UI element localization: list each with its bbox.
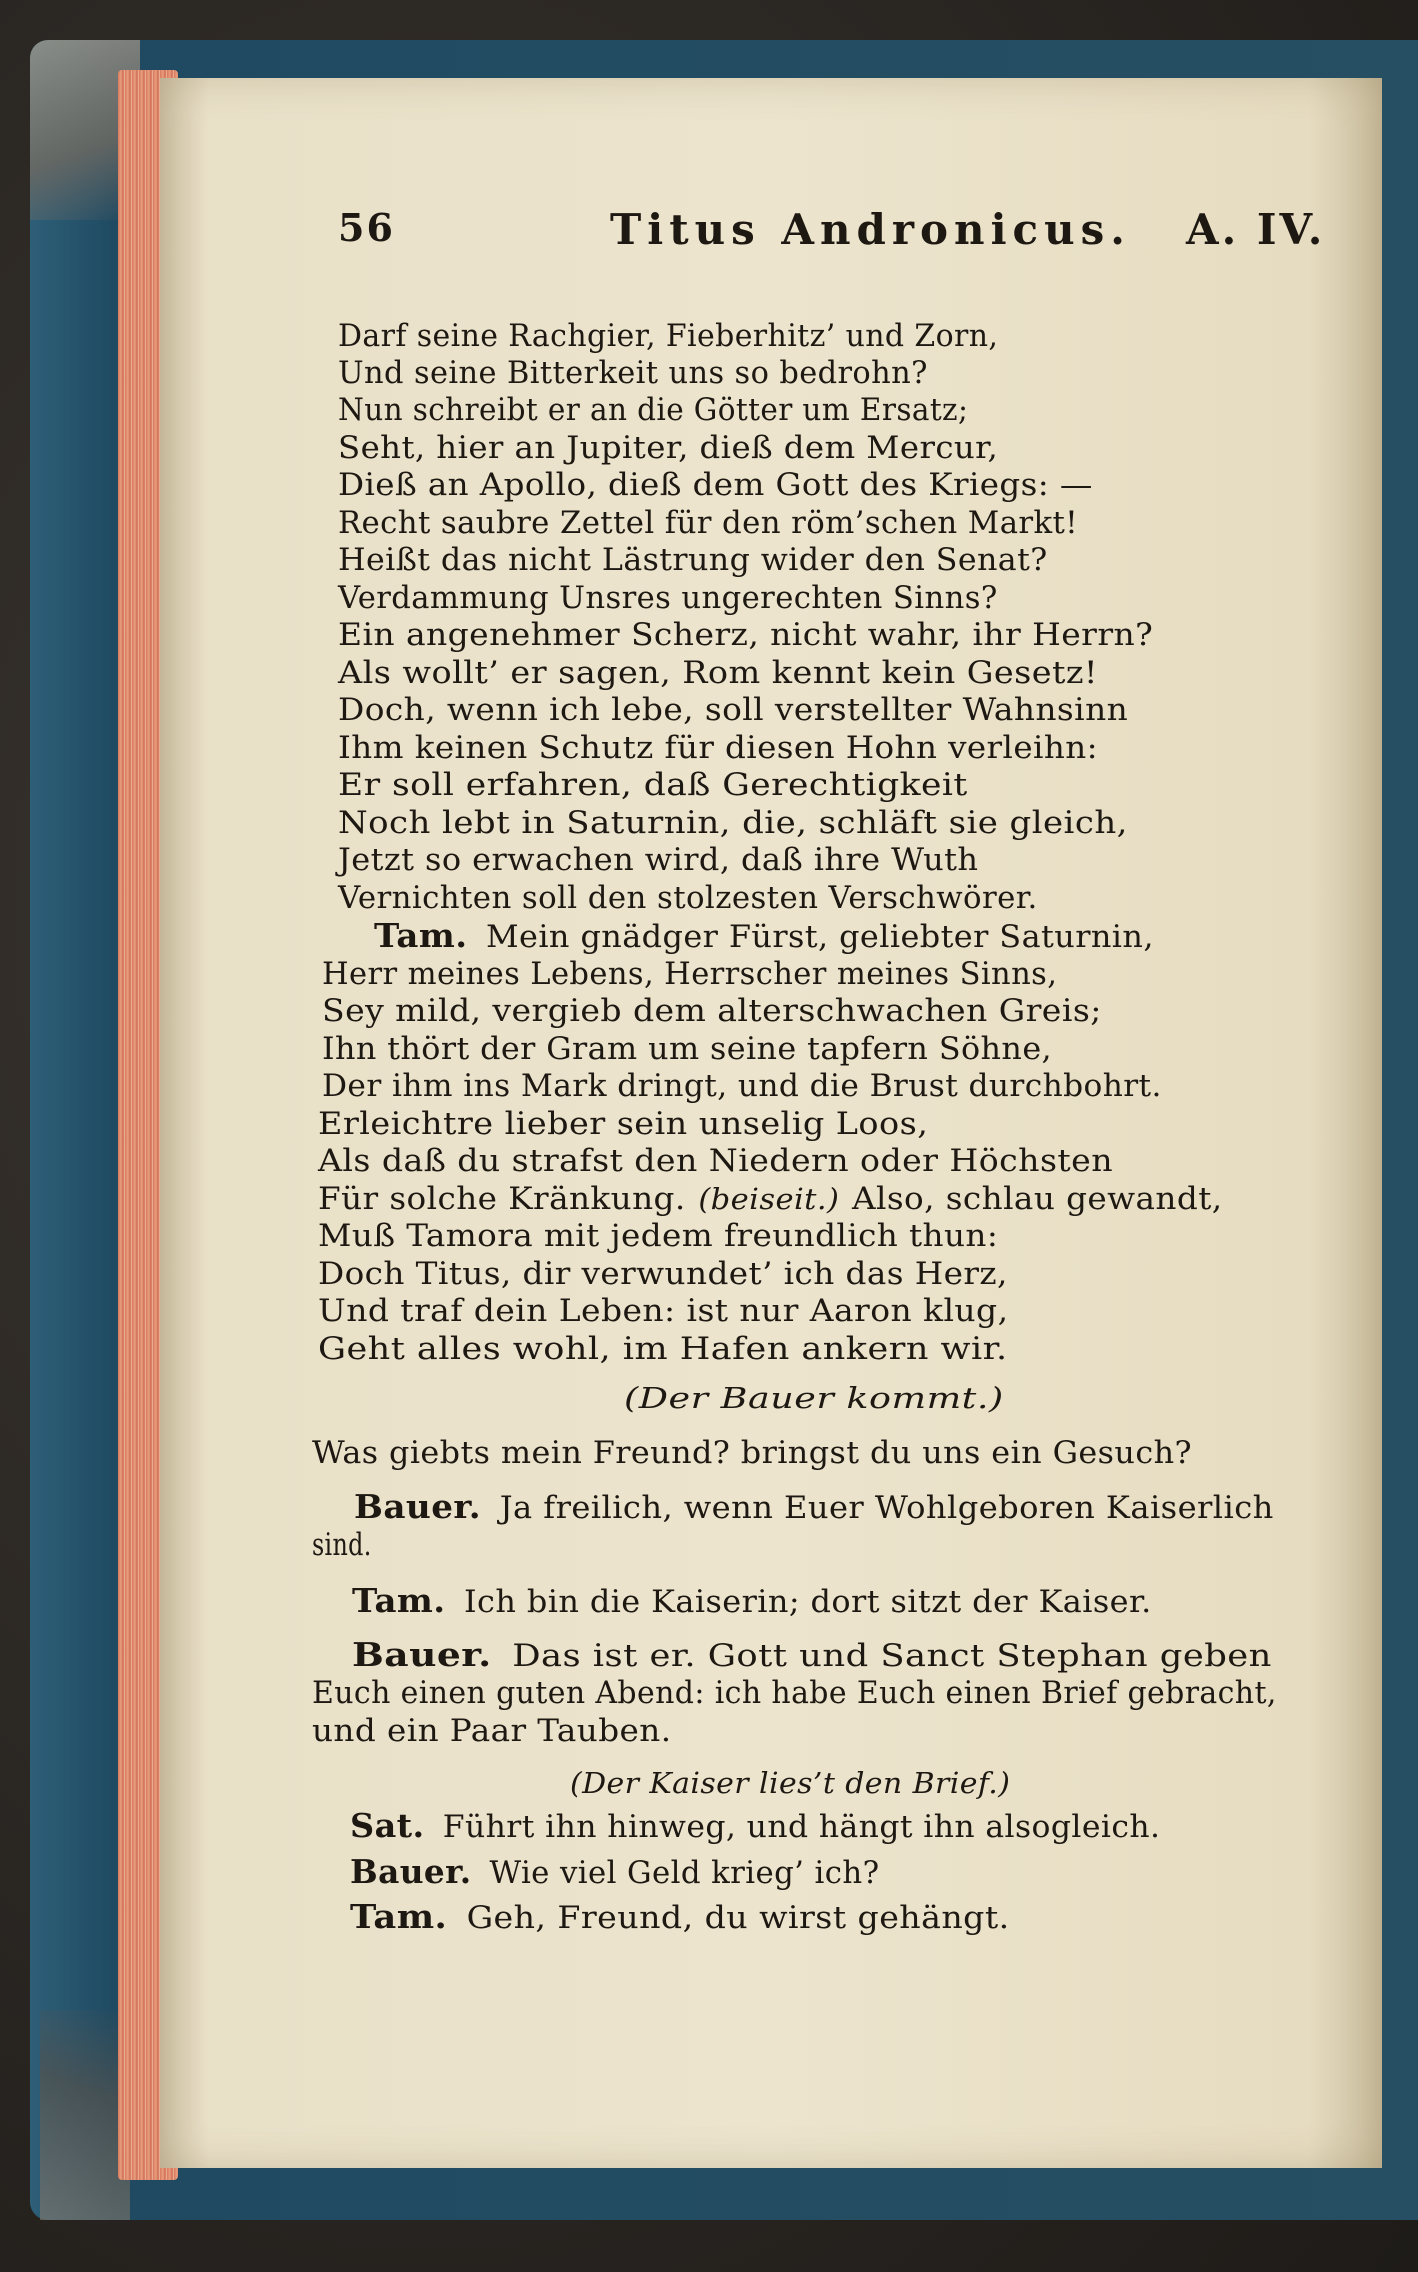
speaker-name: Bauer. [352,1635,492,1674]
text-line [338,730,1098,766]
text-line [338,767,968,803]
stage-direction-text: (Der Bauer kommt.) [624,1381,1004,1415]
text-line [312,1713,672,1749]
line-text: Jetzt so erwachen wird, daß ihre Wuth [338,842,979,878]
text-line [318,1106,928,1142]
line-text: Heißt das nicht Lästrung wider den Senat? [338,542,1048,578]
page-number: 56 [338,205,395,250]
line-text: Mein gnädger Fürst, geliebter Saturnin, [485,919,1154,955]
line-text: Er soll erfahren, daß Gerechtigkeit [338,767,968,803]
line-text: Euch einen guten Abend: ich habe Euch einen Brief gebracht, [312,1675,1277,1711]
text-line [338,692,1128,728]
text-line [312,1527,372,1563]
stage-direction-text: (Der Kaiser lies’t den Brief.) [570,1766,1011,1800]
line-text: sind. [312,1527,372,1563]
text-line [338,430,998,466]
text-line [338,805,1128,841]
line-text: Für solche Kränkung. [318,1181,686,1217]
line-text: Ein angenehmer Scherz, nicht wahr, ihr Herrn? [338,617,1154,653]
speaker-name: Tam. [374,916,468,955]
line-text: Das ist er. Gott und Sanct Stephan geben [512,1638,1272,1674]
speaker-name: Tam. [350,1897,448,1936]
line-text: Seht, hier an Jupiter, dieß dem Mercur, [338,430,999,466]
text-line [338,617,1153,653]
text-line [338,392,968,428]
line-text: Und seine Bitterkeit uns so bedrohn? [338,355,928,391]
text-line [318,1181,1223,1217]
line-text: Darf seine Rachgier, Fieberhitz’ und Zorn, [338,318,999,354]
line-text: Verdammung Unsres ungerechten Sinns? [338,580,998,616]
line-text: Geht alles wohl, im Hafen ankern wir. [318,1331,1008,1367]
line-text: Erleichtre lieber sein unselig Loos, [318,1106,929,1142]
line-text: Dieß an Apollo, dieß dem Gott des Kriegs: — [338,467,1093,503]
line-text: Herr meines Lebens, Herrscher meines Sinns, [322,956,1058,992]
line-text: Ich bin die Kaiserin; dort sitzt der Kaiser. [464,1584,1152,1620]
line-text: Als wollt’ er sagen, Rom kennt kein Gesetz! [338,655,1098,691]
text-line [312,1435,1192,1471]
line-text: Der ihm ins Mark dringt, und die Brust durchbohrt. [322,1068,1162,1104]
text-line [338,880,1038,916]
text-line [338,467,1093,503]
text-line [352,1583,1152,1620]
act-marker: A. IV. [1186,205,1326,254]
line-text-continued: Also, schlau gewandt, [851,1181,1223,1217]
speaker-name: Bauer. [354,1487,482,1526]
line-text: Muß Tamora mit jedem freundlich thun: [318,1218,999,1254]
line-text: Wie viel Geld krieg’ ich? [489,1855,880,1891]
line-text: Führt ihn hinweg, und hängt ihn alsogleich. [442,1809,1161,1845]
line-text: Vernichten soll den stolzesten Verschwörer. [338,880,1038,916]
stage-direction [624,1380,1004,1416]
line-text: Ihm keinen Schutz für diesen Hohn verleihn: [338,730,1099,766]
text-line [350,1808,1160,1845]
line-text: Was giebts mein Freund? bringst du uns ein Gesuch? [312,1435,1192,1471]
text-line [318,1293,1008,1329]
text-line [322,956,1057,992]
line-text: Recht saubre Zettel für den röm’schen Markt! [338,505,1079,541]
text-line [350,1854,880,1891]
text-line [322,1031,1052,1067]
text-line [318,1218,998,1254]
text-line [312,1675,1277,1711]
line-text: Doch, wenn ich lebe, soll verstellter Wahnsinn [338,692,1129,728]
text-line [318,1256,1008,1292]
line-text: Ihn thört der Gram um seine tapfern Söhne, [322,1031,1053,1067]
stage-direction [570,1765,1010,1801]
line-text: Sey mild, vergieb dem alterschwachen Greis; [322,993,1102,1029]
text-line [354,1489,1274,1526]
line-text: Und traf dein Leben: ist nur Aaron klug, [318,1293,1009,1329]
line-text: Doch Titus, dir verwundet’ ich das Herz, [318,1256,1008,1292]
text-line [374,918,1154,955]
line-text: Geh, Freund, du wirst gehängt. [466,1900,1010,1936]
speaker-name: Bauer. [350,1852,472,1891]
line-text: und ein Paar Tauben. [312,1713,672,1749]
text-line [318,1143,1113,1179]
text-line [338,542,1048,578]
text-line [338,580,998,616]
text-line [322,993,1102,1029]
speaker-name: Tam. [352,1581,446,1620]
text-line [352,1637,1272,1674]
speaker-name: Sat. [350,1806,425,1845]
text-line [350,1899,1010,1936]
aside-direction: (beiseit.) [698,1182,840,1216]
text-line [338,355,928,391]
text-line [322,1068,1162,1104]
text-line [338,655,1098,691]
line-text: Nun schreibt er an die Götter um Ersatz; [338,392,969,428]
running-title: Titus Andronicus. [610,205,1131,254]
text-line [338,318,998,354]
line-text: Noch lebt in Saturnin, die, schläft sie gleich, [338,805,1128,841]
text-line [318,1331,1008,1367]
text-line [338,842,978,878]
line-text: Ja freilich, wenn Euer Wohlgeboren Kaiserlich [499,1490,1274,1526]
text-line [338,505,1078,541]
line-text: Als daß du strafst den Niedern oder Höchsten [318,1143,1114,1179]
